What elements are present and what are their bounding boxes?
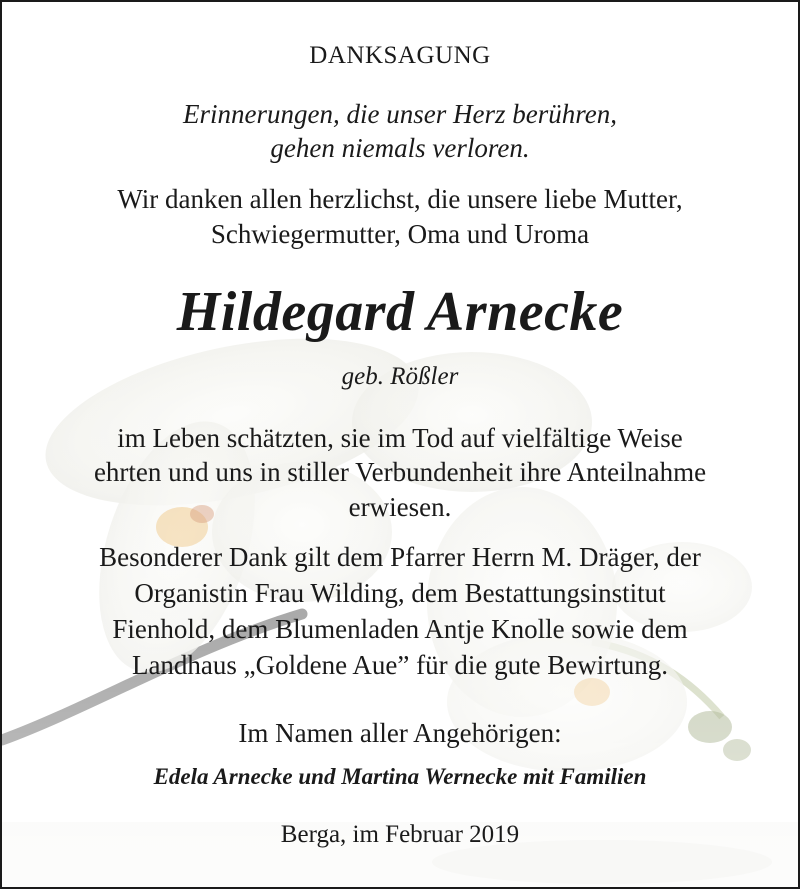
signers-line: Edela Arnecke und Martina Wernecke mit Familien: [153, 764, 647, 789]
thanks-line-3: erwiesen.: [348, 492, 452, 522]
thanks-line-1: im Leben schätzten, sie im Tod auf vielfältige Weise: [117, 423, 683, 453]
special-thanks-line-1: Besonderer Dank gilt dem Pfarrer Herrn M. Dräger, der: [99, 542, 701, 572]
on-behalf-line: Im Namen aller Angehörigen:: [238, 718, 562, 748]
thanks-line-2: ehrten und uns in stiller Verbundenheit ihre Anteilnahme: [93, 457, 707, 487]
place-date: Berga, im Februar 2019: [280, 821, 520, 848]
motto-line-1: Erinnerungen, die unser Herz berühren,: [183, 99, 617, 129]
deceased-name: Hildegard Arnecke: [176, 281, 624, 343]
intro-line-2: Schwiegermutter, Oma und Uroma: [210, 219, 590, 249]
special-thanks-line-2: Organistin Frau Wilding, dem Bestattungsinstitut: [134, 578, 666, 608]
special-thanks-line-3: Fienhold, dem Blumenladen Antje Knolle sowie dem: [112, 614, 688, 644]
special-thanks-line-4: Landhaus „Goldene Aue” für die gute Bewirtung.: [131, 650, 669, 680]
intro-line-1: Wir danken allen herzlichst, die unsere liebe Mutter,: [117, 184, 683, 214]
notice-heading: DANKSAGUNG: [309, 42, 491, 69]
motto-line-2: gehen niemals verloren.: [270, 133, 530, 163]
maiden-name: geb. Rößler: [341, 363, 459, 390]
